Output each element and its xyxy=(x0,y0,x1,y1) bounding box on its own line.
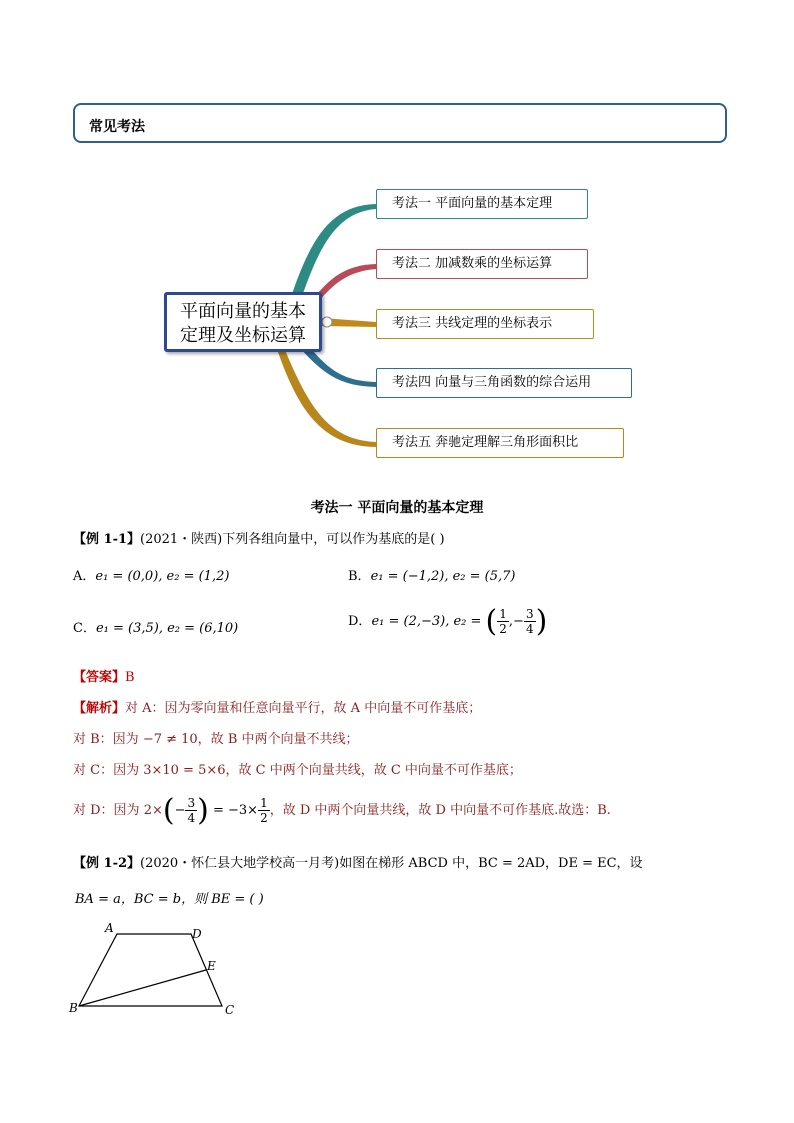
example-2-text: 如图在梯形 ABCD 中，BC = 2AD，DE = EC，设 xyxy=(339,856,643,871)
option-c-label: C． xyxy=(73,621,96,636)
section-header-title: 常见考法 xyxy=(89,119,145,135)
section-title: 考法一 平面向量的基本定理 xyxy=(310,500,484,516)
fraction-3-4: $\frac{3}{4}$ xyxy=(525,607,534,636)
analysis-tag: 【解析】 xyxy=(73,701,126,716)
option-b-expr: e₁ = (−1,2), e₂ = (5,7) xyxy=(370,569,516,584)
mindmap-branch-4 xyxy=(376,368,632,398)
connector-branch-5 xyxy=(278,350,376,447)
example-2-source: (2020・怀仁县大地学校高一月考) xyxy=(140,856,340,871)
option-d: D．e₁ = (2,−3), e₂ = ( $\frac{1}{2}$ ,− $\frac{3}{4}$ ) xyxy=(348,604,548,639)
option-c-expr: e₁ = (3,5), e₂ = (6,10) xyxy=(95,621,239,636)
answer-value: B xyxy=(125,670,135,685)
analysis-a-text: 对 A：因为零向量和任意向量平行，故 A 中向量不可作基底； xyxy=(125,701,482,716)
mindmap-branch-3 xyxy=(376,309,594,339)
example-2-tag: 【例 1-2】 xyxy=(73,856,141,871)
paren-open: ( xyxy=(485,604,498,639)
example-1-2-line2: BA = a，BC = b，则 BE = ( ) xyxy=(75,892,264,907)
option-c xyxy=(73,617,238,636)
label-b: B xyxy=(69,1001,78,1015)
mindmap-branch-1-label: 考法一 平面向量的基本定理 xyxy=(392,196,553,211)
mindmap-branch-2-label: 考法二 加减数乘的坐标运算 xyxy=(392,256,553,271)
question-text: 下列各组向量中，可以作为基底的是( ) xyxy=(222,532,445,547)
option-a-expr: e₁ = (0,0), e₂ = (1,2) xyxy=(95,569,230,584)
label-c: C xyxy=(225,1003,235,1017)
analysis-d: 对 D：因为 2×(− $\frac{3}{4}$ ) = −3× $\frac{1}{2}$ ，故 D 中两个向量共线，故 D 中向量不可作基底.故选：B. xyxy=(73,793,611,828)
label-a: A xyxy=(105,921,114,935)
analysis-c: 对 C：因为 3×10 = 5×6，故 C 中两个向量共线，故 C 中向量不可作基底； xyxy=(73,763,522,778)
example-source: (2021・陕西) xyxy=(140,532,223,547)
analysis-fraction-1-2: $\frac{1}{2}$ xyxy=(260,796,268,825)
example-tag: 【例 1-1】 xyxy=(73,532,141,547)
example-1-1-question xyxy=(73,528,445,547)
mindmap-branch-4-label: 考法四 向量与三角函数的综合运用 xyxy=(392,375,592,390)
trapezoid-abcd xyxy=(79,934,222,1006)
analysis-fraction-3-4: $\frac{3}{4}$ xyxy=(187,796,196,825)
answer-tag: 【答案】 xyxy=(73,670,126,685)
mindmap-branch-5-label: 考法五 奔驰定理解三角形面积比 xyxy=(392,435,579,450)
paren-close: ) xyxy=(535,604,548,639)
label-d: D xyxy=(192,927,202,941)
analysis-d-mid: = −3× xyxy=(212,803,259,818)
example-1-2-question xyxy=(73,852,643,871)
label-e: E xyxy=(207,959,216,973)
mindmap-node-dot xyxy=(322,317,332,327)
connector-branch-1 xyxy=(290,204,376,302)
analysis-d-post: ，故 D 中两个向量共线，故 D 中向量不可作基底.故选：B. xyxy=(269,803,611,818)
option-b xyxy=(348,565,515,584)
fraction-1-2: $\frac{1}{2}$ xyxy=(499,607,507,636)
mindmap-branch-1 xyxy=(376,189,588,219)
mindmap-branch-2 xyxy=(376,249,588,279)
mindmap-center-line1: 平面向量的基本 xyxy=(180,301,306,322)
answer-line xyxy=(73,666,135,685)
mindmap-branch-3-label: 考法三 共线定理的坐标表示 xyxy=(392,316,553,331)
segment-be xyxy=(79,970,206,1006)
mindmap-center-line2: 定理及坐标运算 xyxy=(180,325,306,346)
analysis-a xyxy=(73,697,481,716)
mindmap-branch-5 xyxy=(376,428,624,458)
option-b-label: B． xyxy=(348,569,371,584)
option-d-label: D． xyxy=(348,614,372,629)
analysis-b: 对 B：因为 −7 ≠ 10，故 B 中两个向量不共线； xyxy=(73,732,359,747)
option-d-expr: e₁ = (2,−3), e₂ = xyxy=(371,614,482,629)
trapezoid-figure xyxy=(65,920,245,1020)
option-a-label: A． xyxy=(73,569,96,584)
analysis-d-pre: 对 D：因为 2× xyxy=(73,803,163,818)
option-a xyxy=(73,565,229,584)
mindmap-center-node xyxy=(164,292,322,352)
